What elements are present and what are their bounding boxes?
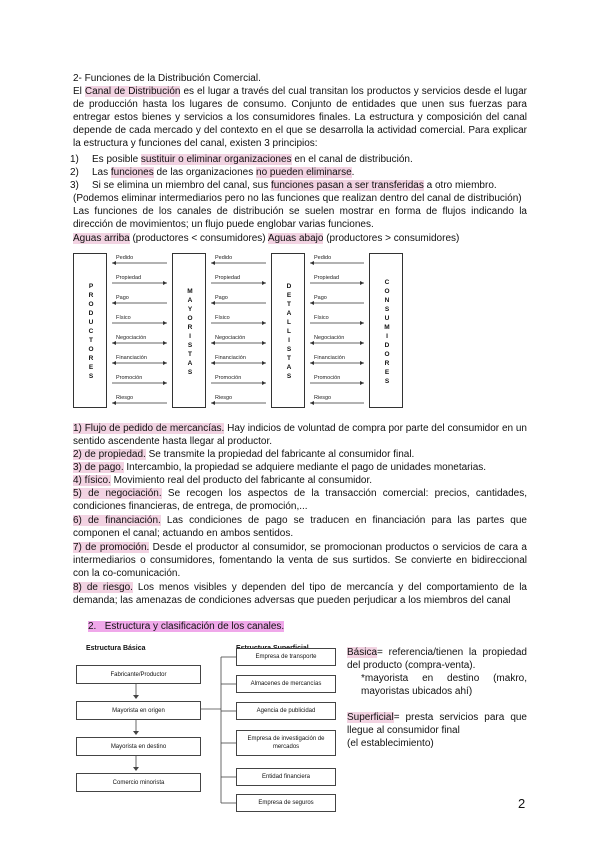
- basic-structure-title: Estructura Básica: [86, 645, 146, 652]
- flow-label: Financiación: [116, 355, 147, 361]
- flow-arrow-head: [163, 281, 167, 285]
- flow-label: Riesgo: [314, 395, 332, 401]
- flow-label: Promoción: [215, 375, 242, 381]
- entity-box-consumidores: [369, 253, 403, 408]
- basic-mayorista-destino: Mayorista en destino: [76, 737, 201, 756]
- function-6: 6) de financiación. Las condiciones de pago se traducen en financiación para las partes que componen el canal; actuando en ambos sentidos.: [73, 515, 527, 539]
- super-financiera: Entidad financiera: [236, 768, 336, 786]
- function-8: 8) de riesgo. Los menos visibles y dependen del tipo de mercancía y del comportamiento de la demanda; las amenazas de condiciones adversas que pueden perjudicar a los miembros del canal: [73, 582, 527, 606]
- flow-arrow-head: [163, 321, 167, 325]
- flow-label: Pedido: [314, 255, 332, 261]
- flow-arrow-head: [163, 361, 167, 365]
- entity-box-mayoristas: [172, 253, 206, 408]
- flow-label: Negociación: [116, 335, 147, 341]
- entity-box-productores: [73, 253, 107, 408]
- flow-label: Físico: [215, 315, 230, 321]
- basic-comercio-minorista: Comercio minorista: [76, 773, 201, 792]
- function-7: 7) de promoción. Desde el productor al consumidor, se promocionan productos o servicios de cara a intermediarios o consumidores, fomentando la venta de sus surtidos. Se convierte en bidireccional con la co-comunicación.: [73, 542, 527, 579]
- flow-label: Pedido: [116, 255, 134, 261]
- flow-arrow-head: [360, 361, 364, 365]
- flow-arrow-head: [360, 281, 364, 285]
- flow-label: Financiación: [215, 355, 246, 361]
- flow-arrow-head: [360, 341, 364, 345]
- basic-fabricante: Fabricante/Productor: [76, 665, 201, 684]
- principle-1: 1) Es posible sustituir o eliminar organizaciones en el canal de distribución.: [70, 154, 413, 165]
- section-2-heading: 2. Estructura y clasificación de los canales.: [88, 621, 285, 632]
- mayorista-note: *mayorista en destino (makro, mayoristas ubicados ahí): [361, 673, 527, 697]
- basica-note: Básica= referencia/tienen la propiedad del producto (compra-venta).: [347, 647, 527, 671]
- flow-label: Negociación: [215, 335, 246, 341]
- flow-label: Propiedad: [314, 275, 340, 281]
- function-1: 1) Flujo de pedido de mercancías. Hay indicios de voluntad de compra por parte del consumidor en un sentido ascendente hasta llegar al productor.: [73, 423, 527, 447]
- flow-label: Pedido: [215, 255, 233, 261]
- flow-label: Físico: [314, 315, 329, 321]
- flow-arrow-head: [163, 341, 167, 345]
- flow-label: Negociación: [314, 335, 345, 341]
- flow-arrow-head: [262, 341, 266, 345]
- entity-label-detallistas: D E T A L L I S T A S: [286, 283, 292, 380]
- flow-arrow-head: [262, 281, 266, 285]
- principles-list: [70, 153, 497, 192]
- structure-diagram: [76, 643, 346, 818]
- flow-label: Riesgo: [116, 395, 134, 401]
- flow-label: Físico: [116, 315, 131, 321]
- super-publicidad: Agencia de publicidad: [236, 702, 336, 720]
- flow-arrow-head: [163, 381, 167, 385]
- flow-label: Pago: [314, 295, 327, 301]
- flow-label: Pago: [116, 295, 129, 301]
- flow-label: Riesgo: [215, 395, 233, 401]
- basic-mayorista-origen: Mayorista en origen: [76, 701, 201, 720]
- flow-arrow-head: [262, 381, 266, 385]
- function-2: 2) de propiedad. Se transmite la propiedad del fabricante al consumidor final.: [73, 449, 415, 460]
- super-transporte: Empresa de transporte: [236, 648, 336, 666]
- flow-label: Propiedad: [116, 275, 142, 281]
- section-heading: 2- Funciones de la Distribución Comercial.: [73, 73, 261, 84]
- principle-2: 2) Las funciones de las organizaciones no pueden eliminarse.: [70, 167, 355, 178]
- function-5: 5) de negociación. Se recogen los aspectos de la transacción comercial: precios, cantidades, condiciones financieras, de entrega, de promoción,...: [73, 488, 527, 512]
- super-seguros: Empresa de seguros: [236, 794, 336, 812]
- flow-arrow-head: [262, 361, 266, 365]
- flow-label: Promoción: [314, 375, 341, 381]
- flow-arrows-svg: [73, 248, 403, 413]
- superficial-note-2: (el establecimiento): [347, 738, 434, 749]
- super-investigacion: Empresa de investigación de mercados: [236, 730, 336, 756]
- flow-label: Propiedad: [215, 275, 241, 281]
- entity-label-consumidores: C O N S U M I D O R E S: [384, 278, 390, 385]
- entity-label-productores: P R O D U C T O R E S: [88, 283, 94, 380]
- superficial-note: Superficial= presta servicios para que llegue al consumidor final: [347, 712, 527, 736]
- flow-arrow-head: [360, 321, 364, 325]
- flow-label: Financiación: [314, 355, 345, 361]
- canal-highlight: Canal de Distribución: [84, 86, 181, 97]
- super-almacenes: Almacenes de mercancías: [236, 675, 336, 693]
- principle-3: 3) Si se elimina un miembro del canal, sus funciones pasan a ser transferidas a otro miembro.: [70, 180, 497, 191]
- flow-label: Promoción: [116, 375, 143, 381]
- flow-label: Pago: [215, 295, 228, 301]
- note-text: (Podemos eliminar intermediarios pero no las funciones que realizan dentro del canal de distribución): [73, 193, 522, 204]
- flow-arrow-head: [360, 381, 364, 385]
- entity-label-mayoristas: M A Y O R I S T A S: [187, 287, 193, 376]
- flows-paragraph: Las funciones de los canales de distribución se suelen mostrar en forma de flujos indicando la dirección de movimientos; un flujo puede englobar varias funciones.: [73, 206, 527, 230]
- flow-arrow-head: [262, 321, 266, 325]
- intro-paragraph: El Canal de Distribución es el lugar a través del cual transitan los productos y servicios desde el lugar de producción hasta los lugares de consumo. Conjunto de entidades que unen sus fuerzas para entregar estos bienes y servicios a los consumidores finales. La estructura y composición del canal depende de cada mercado y del contexto en el que se desarrolla la actividad comercial. Para explicar la estructura y funciones del canal, existen 3 principios:: [73, 86, 527, 149]
- entity-box-detallistas: [271, 253, 305, 408]
- page-number: 2: [518, 796, 526, 811]
- function-4: 4) físico. Movimiento real del producto del fabricante al consumidor.: [73, 475, 373, 486]
- distribution-flow-diagram: [73, 248, 403, 413]
- aguas-line: Aguas arriba (productores < consumidores) Aguas abajo (productores > consumidores): [73, 233, 460, 244]
- function-3: 3) de pago. Intercambio, la propiedad se adquiere mediante el pago de unidades monetarias.: [73, 462, 487, 473]
